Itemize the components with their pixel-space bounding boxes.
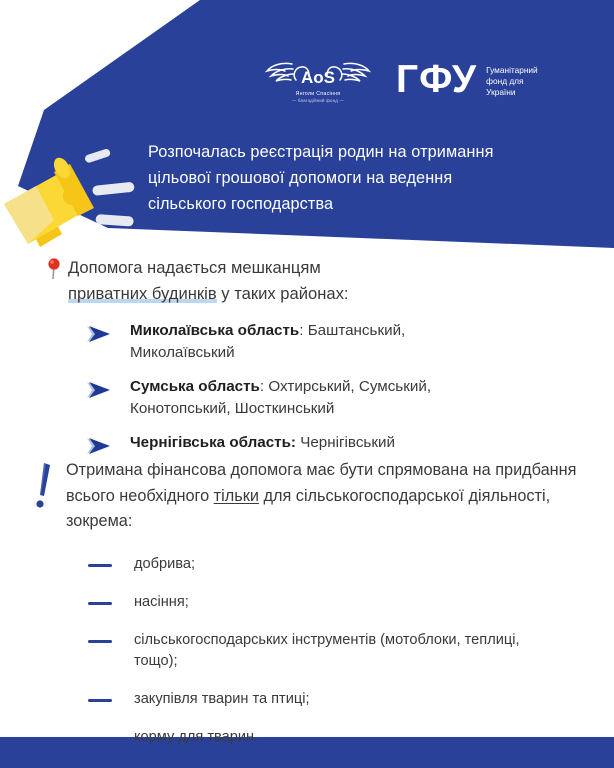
- section-usage: [28, 458, 598, 748]
- region-list: [44, 320, 584, 457]
- logo-gfu: [396, 60, 538, 100]
- regions-heading-highlight: приватних будинків: [68, 283, 217, 303]
- usage-heading: [28, 458, 598, 535]
- logo-subtitle-secondary: — благодійний фонд —: [292, 98, 344, 103]
- usage-list-item: [88, 727, 598, 748]
- headline-line-3: сільського господарства: [148, 195, 334, 213]
- dash-bullet-icon: [88, 699, 112, 702]
- gfu-tagline-line-2: фонд для: [486, 75, 524, 86]
- region-name: Сумська область: [130, 378, 260, 395]
- usage-item-text: сільськогосподарських інструментів (мотоблоки, теплиці, тощо);: [134, 631, 520, 669]
- double-chevron-icon: [86, 323, 116, 345]
- region-text: [130, 432, 395, 457]
- region-separator: :: [259, 378, 269, 395]
- usage-list-item: [88, 592, 598, 613]
- headline-line-2: цільової грошової допомоги на ведення: [148, 169, 453, 187]
- region-list-item: [86, 432, 584, 457]
- usage-list-item: [88, 554, 598, 575]
- dash-bullet-icon: [88, 602, 112, 605]
- usage-heading-text-2: для сільськогосподарської діяльності, зокрема:: [66, 486, 551, 530]
- usage-item-text: насіння;: [134, 593, 189, 610]
- region-districts: Чернігівський: [300, 434, 395, 451]
- dash-bullet-icon: [88, 564, 112, 567]
- svg-text:AoS: AoS: [301, 68, 335, 87]
- usage-list-item: [88, 630, 598, 672]
- usage-item-text: добрива;: [134, 555, 196, 572]
- region-list-item: [86, 320, 584, 363]
- gfu-tagline-line-1: Гуманітарний: [486, 64, 538, 75]
- gfu-abbreviation: ГФУ: [396, 58, 478, 101]
- logo-row: [262, 58, 538, 110]
- exclamation-mark-icon: [30, 460, 56, 512]
- region-districts: Охтирський, Сумський, Конотопський, Шосткинський: [130, 378, 432, 417]
- gfu-tagline-line-3: України: [486, 87, 516, 98]
- regions-heading-text-1: Допомога надається мешканцям: [68, 258, 321, 277]
- region-text: [130, 320, 510, 363]
- dash-bullet-icon: [88, 737, 112, 740]
- region-name: Миколаївська область: [130, 322, 300, 339]
- usage-list-item: [88, 689, 598, 710]
- region-separator: :: [299, 322, 308, 339]
- megaphone-icon: [0, 142, 156, 260]
- regions-heading: [44, 255, 584, 306]
- logo-subtitle-primary: Янголи Спасіння: [295, 91, 341, 97]
- region-text: [130, 376, 510, 419]
- region-name: Чернігівська область:: [130, 434, 296, 451]
- map-pin-icon: [45, 258, 63, 280]
- headline: [148, 139, 588, 217]
- usage-heading-text-1: Отримана фінансова допомога має бути спрямована на придбання всього необхідного: [66, 461, 577, 505]
- usage-item-text: корму для тварин.: [134, 728, 259, 745]
- wings-monogram-icon: [262, 58, 374, 92]
- headline-line-1: Розпочалась реєстрація родин на отримання: [148, 143, 494, 161]
- regions-heading-text-2: у таких районах:: [216, 283, 349, 303]
- double-chevron-icon: [86, 379, 116, 401]
- dash-bullet-icon: [88, 640, 112, 643]
- usage-list: [28, 554, 598, 748]
- double-chevron-icon: [86, 435, 116, 457]
- usage-heading-underlined: тільки: [213, 486, 259, 505]
- usage-item-text: закупівля тварин та птиці;: [134, 690, 310, 707]
- logo-angels-of-salvation: [262, 58, 374, 110]
- gfu-tagline: [486, 65, 538, 99]
- section-regions: [44, 255, 584, 457]
- region-districts: Баштанський, Миколаївський: [130, 322, 406, 361]
- region-list-item: [86, 376, 584, 419]
